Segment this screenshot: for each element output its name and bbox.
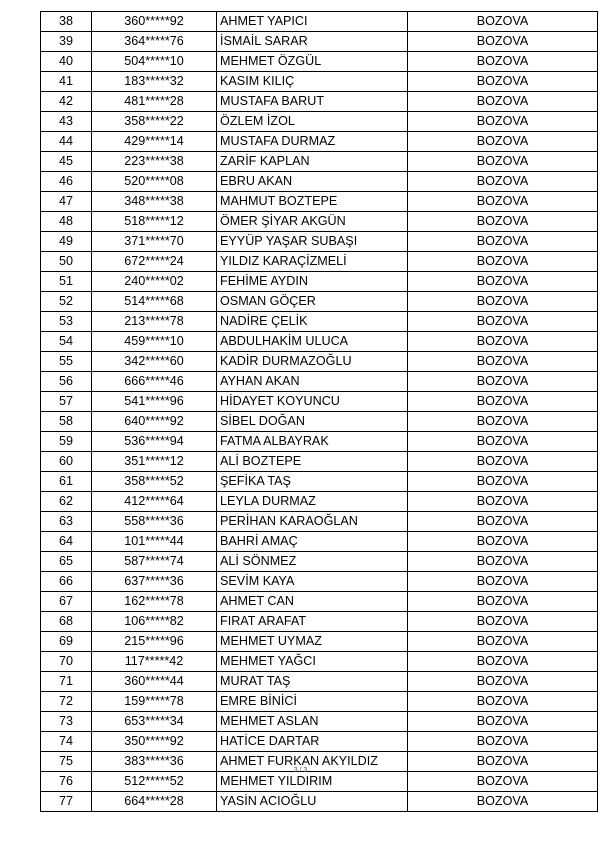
table-row bbox=[41, 372, 598, 392]
row-number-cell: 57 bbox=[41, 392, 92, 412]
masked-id-cell: 640*****92 bbox=[92, 412, 217, 432]
table-row bbox=[41, 332, 598, 352]
district-cell: BOZOVA bbox=[408, 512, 598, 532]
district-cell: BOZOVA bbox=[408, 132, 598, 152]
row-number-cell: 63 bbox=[41, 512, 92, 532]
row-number-cell: 38 bbox=[41, 12, 92, 32]
district-cell: BOZOVA bbox=[408, 32, 598, 52]
full-name-cell: AHMET YAPICI bbox=[217, 12, 408, 32]
full-name-cell: OSMAN GÖÇER bbox=[217, 292, 408, 312]
row-number-cell: 56 bbox=[41, 372, 92, 392]
district-cell: BOZOVA bbox=[408, 372, 598, 392]
table-row bbox=[41, 772, 598, 792]
district-cell: BOZOVA bbox=[408, 452, 598, 472]
full-name-cell: EMRE BİNİCİ bbox=[217, 692, 408, 712]
row-number-cell: 44 bbox=[41, 132, 92, 152]
masked-id-cell: 371*****70 bbox=[92, 232, 217, 252]
masked-id-cell: 429*****14 bbox=[92, 132, 217, 152]
masked-id-cell: 653*****34 bbox=[92, 712, 217, 732]
table-row bbox=[41, 212, 598, 232]
masked-id-cell: 558*****36 bbox=[92, 512, 217, 532]
district-cell: BOZOVA bbox=[408, 12, 598, 32]
district-cell: BOZOVA bbox=[408, 492, 598, 512]
full-name-cell: NADİRE ÇELİK bbox=[217, 312, 408, 332]
table-row bbox=[41, 152, 598, 172]
row-number-cell: 46 bbox=[41, 172, 92, 192]
table-row bbox=[41, 472, 598, 492]
district-cell: BOZOVA bbox=[408, 332, 598, 352]
district-cell: BOZOVA bbox=[408, 732, 598, 752]
full-name-cell: EBRU AKAN bbox=[217, 172, 408, 192]
full-name-cell: ZARİF KAPLAN bbox=[217, 152, 408, 172]
district-cell: BOZOVA bbox=[408, 172, 598, 192]
table-row bbox=[41, 72, 598, 92]
masked-id-cell: 383*****36 bbox=[92, 752, 217, 772]
table-row bbox=[41, 292, 598, 312]
full-name-cell: AHMET CAN bbox=[217, 592, 408, 612]
masked-id-cell: 215*****96 bbox=[92, 632, 217, 652]
masked-id-cell: 637*****36 bbox=[92, 572, 217, 592]
masked-id-cell: 666*****46 bbox=[92, 372, 217, 392]
table-row bbox=[41, 632, 598, 652]
full-name-cell: FEHİME AYDIN bbox=[217, 272, 408, 292]
full-name-cell: MEHMET ÖZGÜL bbox=[217, 52, 408, 72]
district-cell: BOZOVA bbox=[408, 312, 598, 332]
full-name-cell: MEHMET UYMAZ bbox=[217, 632, 408, 652]
district-cell: BOZOVA bbox=[408, 352, 598, 372]
row-number-cell: 51 bbox=[41, 272, 92, 292]
masked-id-cell: 159*****78 bbox=[92, 692, 217, 712]
district-cell: BOZOVA bbox=[408, 292, 598, 312]
masked-id-cell: 348*****38 bbox=[92, 192, 217, 212]
row-number-cell: 77 bbox=[41, 792, 92, 812]
row-number-cell: 74 bbox=[41, 732, 92, 752]
table-row bbox=[41, 112, 598, 132]
row-number-cell: 55 bbox=[41, 352, 92, 372]
full-name-cell: AYHAN AKAN bbox=[217, 372, 408, 392]
masked-id-cell: 213*****78 bbox=[92, 312, 217, 332]
full-name-cell: SEVİM KAYA bbox=[217, 572, 408, 592]
masked-id-cell: 520*****08 bbox=[92, 172, 217, 192]
district-cell: BOZOVA bbox=[408, 752, 598, 772]
table-row bbox=[41, 92, 598, 112]
full-name-cell: YILDIZ KARAÇİZMELİ bbox=[217, 252, 408, 272]
district-cell: BOZOVA bbox=[408, 212, 598, 232]
row-number-cell: 75 bbox=[41, 752, 92, 772]
full-name-cell: MAHMUT BOZTEPE bbox=[217, 192, 408, 212]
district-cell: BOZOVA bbox=[408, 612, 598, 632]
full-name-cell: HATİCE DARTAR bbox=[217, 732, 408, 752]
full-name-cell: ÖMER ŞİYAR AKGÜN bbox=[217, 212, 408, 232]
row-number-cell: 47 bbox=[41, 192, 92, 212]
masked-id-cell: 240*****02 bbox=[92, 272, 217, 292]
masked-id-cell: 117*****42 bbox=[92, 652, 217, 672]
full-name-cell: SİBEL DOĞAN bbox=[217, 412, 408, 432]
table-row bbox=[41, 52, 598, 72]
table-row bbox=[41, 392, 598, 412]
district-cell: BOZOVA bbox=[408, 632, 598, 652]
row-number-cell: 52 bbox=[41, 292, 92, 312]
masked-id-cell: 504*****10 bbox=[92, 52, 217, 72]
table-row bbox=[41, 732, 598, 752]
full-name-cell: EYYÜP YAŞAR SUBAŞI bbox=[217, 232, 408, 252]
table-row bbox=[41, 352, 598, 372]
row-number-cell: 70 bbox=[41, 652, 92, 672]
full-name-cell: MUSTAFA DURMAZ bbox=[217, 132, 408, 152]
full-name-cell: KASIM KILIÇ bbox=[217, 72, 408, 92]
masked-id-cell: 664*****28 bbox=[92, 792, 217, 812]
row-number-cell: 48 bbox=[41, 212, 92, 232]
table-row bbox=[41, 672, 598, 692]
row-number-cell: 76 bbox=[41, 772, 92, 792]
table-row bbox=[41, 692, 598, 712]
masked-id-cell: 541*****96 bbox=[92, 392, 217, 412]
table-row bbox=[41, 792, 598, 812]
table-row bbox=[41, 532, 598, 552]
district-cell: BOZOVA bbox=[408, 792, 598, 812]
row-number-cell: 39 bbox=[41, 32, 92, 52]
full-name-cell: YASİN ACIOĞLU bbox=[217, 792, 408, 812]
row-number-cell: 50 bbox=[41, 252, 92, 272]
beneficiary-table bbox=[40, 11, 598, 812]
full-name-cell: MEHMET ASLAN bbox=[217, 712, 408, 732]
table-row bbox=[41, 652, 598, 672]
row-number-cell: 42 bbox=[41, 92, 92, 112]
full-name-cell: MEHMET YAĞCI bbox=[217, 652, 408, 672]
full-name-cell: MUSTAFA BARUT bbox=[217, 92, 408, 112]
table-row bbox=[41, 192, 598, 212]
full-name-cell: MURAT TAŞ bbox=[217, 672, 408, 692]
full-name-cell: FIRAT ARAFAT bbox=[217, 612, 408, 632]
district-cell: BOZOVA bbox=[408, 412, 598, 432]
full-name-cell: HİDAYET KOYUNCU bbox=[217, 392, 408, 412]
full-name-cell: KADİR DURMAZOĞLU bbox=[217, 352, 408, 372]
full-name-cell: ALİ BOZTEPE bbox=[217, 452, 408, 472]
table-row bbox=[41, 312, 598, 332]
district-cell: BOZOVA bbox=[408, 192, 598, 212]
district-cell: BOZOVA bbox=[408, 552, 598, 572]
masked-id-cell: 364*****76 bbox=[92, 32, 217, 52]
row-number-cell: 60 bbox=[41, 452, 92, 472]
district-cell: BOZOVA bbox=[408, 692, 598, 712]
district-cell: BOZOVA bbox=[408, 52, 598, 72]
masked-id-cell: 514*****68 bbox=[92, 292, 217, 312]
district-cell: BOZOVA bbox=[408, 472, 598, 492]
full-name-cell: ŞEFİKA TAŞ bbox=[217, 472, 408, 492]
district-cell: BOZOVA bbox=[408, 272, 598, 292]
row-number-cell: 61 bbox=[41, 472, 92, 492]
masked-id-cell: 350*****92 bbox=[92, 732, 217, 752]
table-row bbox=[41, 32, 598, 52]
table-row bbox=[41, 572, 598, 592]
masked-id-cell: 101*****44 bbox=[92, 532, 217, 552]
masked-id-cell: 358*****52 bbox=[92, 472, 217, 492]
district-cell: BOZOVA bbox=[408, 252, 598, 272]
masked-id-cell: 358*****22 bbox=[92, 112, 217, 132]
table-row bbox=[41, 592, 598, 612]
district-cell: BOZOVA bbox=[408, 232, 598, 252]
row-number-cell: 40 bbox=[41, 52, 92, 72]
masked-id-cell: 587*****74 bbox=[92, 552, 217, 572]
masked-id-cell: 342*****60 bbox=[92, 352, 217, 372]
row-number-cell: 72 bbox=[41, 692, 92, 712]
masked-id-cell: 183*****32 bbox=[92, 72, 217, 92]
full-name-cell: LEYLA DURMAZ bbox=[217, 492, 408, 512]
table-row bbox=[41, 232, 598, 252]
row-number-cell: 71 bbox=[41, 672, 92, 692]
district-cell: BOZOVA bbox=[408, 112, 598, 132]
table-row bbox=[41, 492, 598, 512]
district-cell: BOZOVA bbox=[408, 432, 598, 452]
district-cell: BOZOVA bbox=[408, 392, 598, 412]
full-name-cell: BAHRİ AMAÇ bbox=[217, 532, 408, 552]
row-number-cell: 73 bbox=[41, 712, 92, 732]
district-cell: BOZOVA bbox=[408, 572, 598, 592]
district-cell: BOZOVA bbox=[408, 772, 598, 792]
full-name-cell: FATMA ALBAYRAK bbox=[217, 432, 408, 452]
row-number-cell: 65 bbox=[41, 552, 92, 572]
table-row bbox=[41, 12, 598, 32]
table-row bbox=[41, 712, 598, 732]
district-cell: BOZOVA bbox=[408, 712, 598, 732]
full-name-cell: PERİHAN KARAOĞLAN bbox=[217, 512, 408, 532]
row-number-cell: 69 bbox=[41, 632, 92, 652]
row-number-cell: 49 bbox=[41, 232, 92, 252]
masked-id-cell: 412*****64 bbox=[92, 492, 217, 512]
district-cell: BOZOVA bbox=[408, 532, 598, 552]
full-name-cell: MEHMET YILDIRIM bbox=[217, 772, 408, 792]
masked-id-cell: 481*****28 bbox=[92, 92, 217, 112]
table-row bbox=[41, 612, 598, 632]
full-name-cell: AHMET FURKAN AKYILDIZ bbox=[217, 752, 408, 772]
row-number-cell: 66 bbox=[41, 572, 92, 592]
masked-id-cell: 518*****12 bbox=[92, 212, 217, 232]
table-row bbox=[41, 252, 598, 272]
row-number-cell: 41 bbox=[41, 72, 92, 92]
full-name-cell: ABDULHAKİM ULUCA bbox=[217, 332, 408, 352]
row-number-cell: 64 bbox=[41, 532, 92, 552]
row-number-cell: 54 bbox=[41, 332, 92, 352]
row-number-cell: 67 bbox=[41, 592, 92, 612]
full-name-cell: İSMAİL SARAR bbox=[217, 32, 408, 52]
table-row bbox=[41, 272, 598, 292]
masked-id-cell: 459*****10 bbox=[92, 332, 217, 352]
page-number: 3 / 3 bbox=[293, 767, 308, 774]
masked-id-cell: 223*****38 bbox=[92, 152, 217, 172]
masked-id-cell: 360*****44 bbox=[92, 672, 217, 692]
table-row bbox=[41, 552, 598, 572]
district-cell: BOZOVA bbox=[408, 92, 598, 112]
district-cell: BOZOVA bbox=[408, 652, 598, 672]
table-row bbox=[41, 132, 598, 152]
table-body bbox=[41, 12, 598, 812]
row-number-cell: 62 bbox=[41, 492, 92, 512]
row-number-cell: 59 bbox=[41, 432, 92, 452]
full-name-cell: ALİ SÖNMEZ bbox=[217, 552, 408, 572]
row-number-cell: 45 bbox=[41, 152, 92, 172]
masked-id-cell: 512*****52 bbox=[92, 772, 217, 792]
masked-id-cell: 351*****12 bbox=[92, 452, 217, 472]
row-number-cell: 58 bbox=[41, 412, 92, 432]
row-number-cell: 68 bbox=[41, 612, 92, 632]
district-cell: BOZOVA bbox=[408, 72, 598, 92]
masked-id-cell: 162*****78 bbox=[92, 592, 217, 612]
masked-id-cell: 672*****24 bbox=[92, 252, 217, 272]
table-row bbox=[41, 432, 598, 452]
row-number-cell: 43 bbox=[41, 112, 92, 132]
table-row bbox=[41, 452, 598, 472]
masked-id-cell: 106*****82 bbox=[92, 612, 217, 632]
masked-id-cell: 536*****94 bbox=[92, 432, 217, 452]
district-cell: BOZOVA bbox=[408, 672, 598, 692]
table-row bbox=[41, 412, 598, 432]
table-row bbox=[41, 172, 598, 192]
masked-id-cell: 360*****92 bbox=[92, 12, 217, 32]
district-cell: BOZOVA bbox=[408, 592, 598, 612]
row-number-cell: 53 bbox=[41, 312, 92, 332]
table-row bbox=[41, 512, 598, 532]
district-cell: BOZOVA bbox=[408, 152, 598, 172]
full-name-cell: ÖZLEM İZOL bbox=[217, 112, 408, 132]
